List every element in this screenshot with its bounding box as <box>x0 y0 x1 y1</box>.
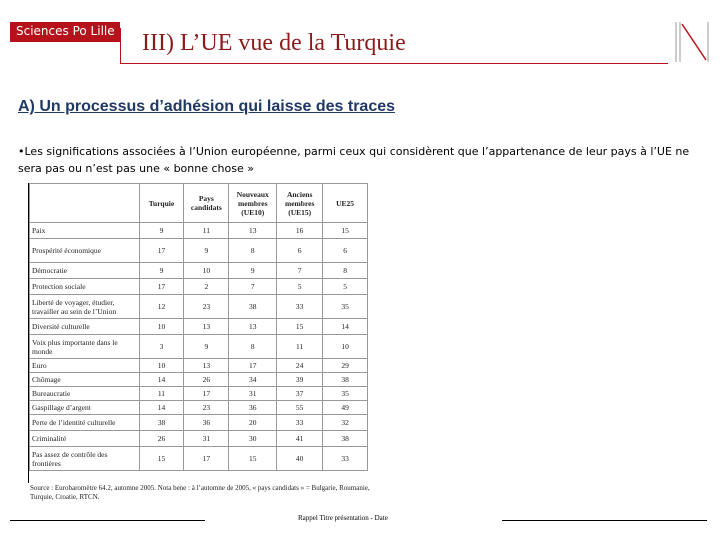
survey-table-figure <box>28 183 368 483</box>
table-cell: 10 <box>184 263 229 279</box>
table-cell: 5 <box>323 279 368 295</box>
logo-text: Sciences Po Lille <box>16 24 115 38</box>
table-cell: 24 <box>277 359 323 373</box>
table-cell: 32 <box>323 415 368 431</box>
table-cell: 12 <box>139 295 184 319</box>
footer-text: Rappel Titre présentation - Date <box>298 514 388 522</box>
table-cell: 30 <box>229 431 277 447</box>
table-cell: 17 <box>184 387 229 401</box>
table-cell: 8 <box>229 335 277 359</box>
table-cell: 36 <box>229 401 277 415</box>
table-cell: 14 <box>139 401 184 415</box>
footer-rule-left <box>10 520 205 521</box>
table-cell: 38 <box>229 295 277 319</box>
table-cell: 29 <box>323 359 368 373</box>
table-header-cell: Turquie <box>139 184 184 223</box>
table-cell: 23 <box>184 401 229 415</box>
table-header-cell: UE25 <box>323 184 368 223</box>
survey-table <box>29 183 368 471</box>
logo <box>10 22 120 42</box>
table-header-cell: Nouveaux membres (UE10) <box>229 184 277 223</box>
table-body <box>30 223 368 471</box>
table-cell: 13 <box>184 359 229 373</box>
table-row-label: Protection sociale <box>30 279 140 295</box>
table-header-cell <box>30 184 140 223</box>
table-header-cell: Pays candidats <box>184 184 229 223</box>
table-cell: 5 <box>277 279 323 295</box>
table-cell: 35 <box>323 295 368 319</box>
title-underline <box>120 63 668 64</box>
table-row-label: Criminalité <box>30 431 140 447</box>
table-cell: 37 <box>277 387 323 401</box>
table-cell: 17 <box>184 447 229 471</box>
table-cell: 36 <box>184 415 229 431</box>
table-row <box>30 401 368 415</box>
table-row <box>30 415 368 431</box>
source-note: Source : Eurobaromètre 64.2, automne 2005. Nota bene : à l’automne de 2005, « pays candidats » = Bulgarie, Roumanie, Turquie, Croatie, RTCN. <box>30 484 370 501</box>
table-cell: 14 <box>139 373 184 387</box>
table-cell: 10 <box>139 359 184 373</box>
table-cell: 15 <box>229 447 277 471</box>
table-row-label: Gaspillage d’argent <box>30 401 140 415</box>
table-cell: 34 <box>229 373 277 387</box>
table-cell: 10 <box>139 319 184 335</box>
table-cell: 55 <box>277 401 323 415</box>
table-cell: 33 <box>323 447 368 471</box>
table-cell: 41 <box>277 431 323 447</box>
table-cell: 26 <box>184 373 229 387</box>
table-cell: 11 <box>139 387 184 401</box>
table-row <box>30 295 368 319</box>
table-cell: 40 <box>277 447 323 471</box>
table-cell: 13 <box>229 319 277 335</box>
table-cell: 8 <box>229 239 277 263</box>
table-row <box>30 335 368 359</box>
table-row-label: Démocratie <box>30 263 140 279</box>
table-cell: 13 <box>229 223 277 239</box>
table-row-label: Pas assez de contrôle des frontières <box>30 447 140 471</box>
bullet-paragraph: •Les significations associées à l’Union européenne, parmi ceux qui considèrent que l’appartenance de leur pays à l’UE ne sera pas ou n’est pas une « bonne chose » <box>18 145 690 175</box>
table-cell: 17 <box>139 239 184 263</box>
table-row <box>30 239 368 263</box>
table-cell: 33 <box>277 415 323 431</box>
table-cell: 31 <box>229 387 277 401</box>
table-row <box>30 359 368 373</box>
corner-decoration-icon <box>672 20 712 64</box>
table-cell: 9 <box>139 223 184 239</box>
table-row-label: Paix <box>30 223 140 239</box>
table-row-label: Voix plus importante dans le monde <box>30 335 140 359</box>
table-cell: 9 <box>139 263 184 279</box>
table-cell: 6 <box>277 239 323 263</box>
table-cell: 35 <box>323 387 368 401</box>
table-row-label: Bureaucratie <box>30 387 140 401</box>
table-cell: 11 <box>277 335 323 359</box>
table-cell: 8 <box>323 263 368 279</box>
table-cell: 11 <box>184 223 229 239</box>
table-cell: 49 <box>323 401 368 415</box>
table-row <box>30 279 368 295</box>
table-cell: 33 <box>277 295 323 319</box>
table-cell: 9 <box>184 335 229 359</box>
table-cell: 9 <box>229 263 277 279</box>
table-header-cell: Anciens membres (UE15) <box>277 184 323 223</box>
table-cell: 10 <box>323 335 368 359</box>
table-row <box>30 223 368 239</box>
table-cell: 15 <box>277 319 323 335</box>
section-subtitle: A) Un processus d’adhésion qui laisse des traces <box>18 98 396 115</box>
table-cell: 17 <box>139 279 184 295</box>
table-row-label: Prospérité économique <box>30 239 140 263</box>
table-cell: 38 <box>323 431 368 447</box>
table-cell: 2 <box>184 279 229 295</box>
table-row-label: Chômage <box>30 373 140 387</box>
table-row-label: Perte de l’identité culturelle <box>30 415 140 431</box>
table-cell: 17 <box>229 359 277 373</box>
table-cell: 15 <box>139 447 184 471</box>
table-cell: 6 <box>323 239 368 263</box>
table-cell: 39 <box>277 373 323 387</box>
table-cell: 7 <box>229 279 277 295</box>
table-cell: 13 <box>184 319 229 335</box>
table-row-label: Liberté de voyager, étudier, travailler au sein de l’Union <box>30 295 140 319</box>
title-divider-vertical <box>120 28 121 64</box>
table-row <box>30 263 368 279</box>
table-cell: 3 <box>139 335 184 359</box>
footer-rule-right <box>502 520 707 521</box>
table-row <box>30 387 368 401</box>
table-cell: 20 <box>229 415 277 431</box>
page-title: III) L’UE vue de la Turquie <box>142 30 406 56</box>
table-row-label: Diversité culturelle <box>30 319 140 335</box>
table-row <box>30 447 368 471</box>
table-row-label: Euro <box>30 359 140 373</box>
table-cell: 9 <box>184 239 229 263</box>
table-row <box>30 431 368 447</box>
table-cell: 23 <box>184 295 229 319</box>
table-cell: 14 <box>323 319 368 335</box>
table-row <box>30 319 368 335</box>
table-cell: 16 <box>277 223 323 239</box>
table-cell: 38 <box>139 415 184 431</box>
table-cell: 31 <box>184 431 229 447</box>
table-cell: 15 <box>323 223 368 239</box>
table-cell: 38 <box>323 373 368 387</box>
table-header-row <box>30 184 368 223</box>
table-row <box>30 373 368 387</box>
table-cell: 26 <box>139 431 184 447</box>
table-cell: 7 <box>277 263 323 279</box>
